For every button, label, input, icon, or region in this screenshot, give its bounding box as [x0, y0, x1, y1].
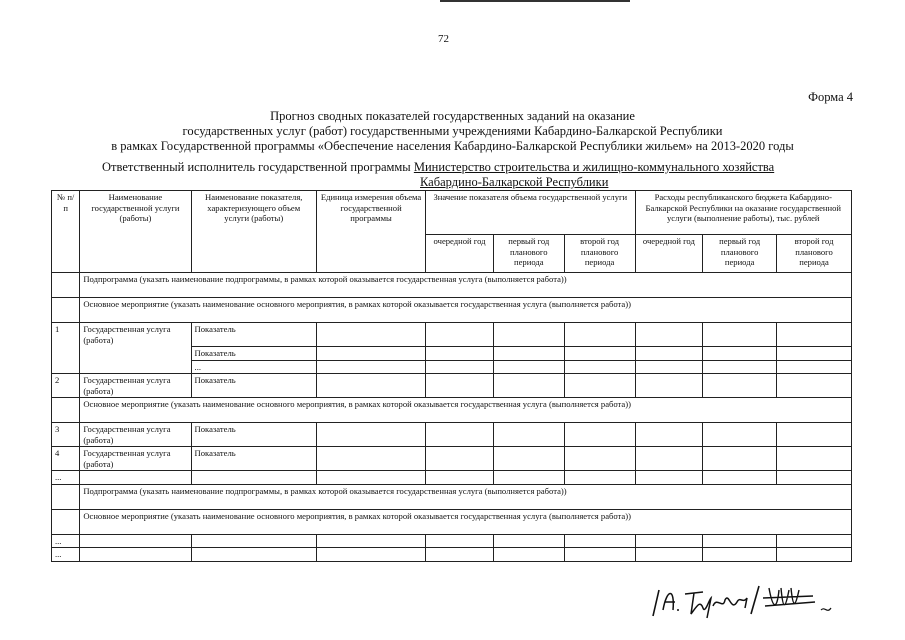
header-service-name: Наименование государственной услуги (работы): [80, 191, 191, 273]
table-row: [52, 548, 852, 562]
header-volume-first: первый год планового периода: [493, 235, 564, 273]
table-row: [52, 447, 852, 471]
table-row: [52, 471, 852, 485]
responsible-executor: [102, 160, 774, 174]
header-unit: Единица измерения объема государственной программы: [316, 191, 425, 273]
service-cell: Государственная услуга (работа): [80, 423, 191, 447]
title-line-2: государственных услуг (работ) государственными учреждениями Кабардино-Балкарской Республики: [182, 124, 723, 138]
main-activity-row: Основное мероприятие (указать наименование основного мероприятия, в рамках которой оказывается государственная услуга (выполняется работа)): [80, 398, 852, 423]
indicator-cell: Показатель: [191, 423, 316, 447]
subprogram-row: Подпрограмма (указать наименование подпрограммы, в рамках которой оказывается государственная услуга (выполняется работа)): [80, 273, 852, 298]
table-row: [52, 509, 852, 534]
ellipsis-cell: ...: [52, 471, 80, 485]
header-indicator-name: Наименование показателя, характеризующего объем услуги (работы): [191, 191, 316, 273]
row-number: 2: [52, 374, 80, 398]
main-activity-row: Основное мероприятие (указать наименование основного мероприятия, в рамках которой оказывается государственная услуга (выполняется работа)): [80, 298, 852, 323]
top-edge-marks: [440, 0, 630, 5]
subprogram-row: Подпрограмма (указать наименование подпрограммы, в рамках которой оказывается государственная услуга (выполняется работа)): [80, 484, 852, 509]
table-row: [52, 298, 852, 323]
ellipsis-cell: ...: [191, 360, 316, 374]
responsible-label: Ответственный исполнитель государственной программы: [102, 160, 414, 174]
table-row: [52, 484, 852, 509]
forecast-table: [51, 190, 852, 562]
table-row: [52, 323, 852, 347]
handwritten-signature: [645, 580, 835, 620]
table-row: [52, 534, 852, 548]
header-expense-second: второй год планового периода: [777, 235, 852, 273]
indicator-cell: Показатель: [191, 447, 316, 471]
page-number: 72: [438, 33, 449, 45]
table-row: [52, 273, 852, 298]
responsible-value-2: Кабардино-Балкарской Республики: [420, 175, 609, 189]
service-cell: Государственная услуга (работа): [80, 323, 191, 374]
main-activity-row: Основное мероприятие (указать наименование основного мероприятия, в рамках которой оказывается государственная услуга (выполняется работа)): [80, 509, 852, 534]
header-volume-current: очередной год: [426, 235, 494, 273]
service-cell: Государственная услуга (работа): [80, 374, 191, 398]
indicator-cell: Показатель: [191, 323, 316, 347]
title-line-3: в рамках Государственной программы «Обеспечение населения Кабардино-Балкарской Республики жильем» на 2013-2020 годы: [111, 139, 794, 153]
header-expense-first: первый год планового периода: [703, 235, 777, 273]
ellipsis-cell: ...: [52, 548, 80, 562]
ellipsis-cell: ...: [52, 534, 80, 548]
header-volume-group: Значение показателя объема государственной услуги: [426, 191, 635, 235]
row-number: 3: [52, 423, 80, 447]
header-expense-group: Расходы республиканского бюджета Кабардино-Балкарской Республики на оказание государственной услуги (выполнение работы), тыс. рублей: [635, 191, 852, 235]
indicator-cell: Показатель: [191, 374, 316, 398]
header-volume-second: второй год планового периода: [564, 235, 635, 273]
title-line-1: Прогноз сводных показателей государственных заданий на оказание: [270, 109, 635, 123]
table-row: [52, 398, 852, 423]
form-label: Форма 4: [808, 90, 853, 104]
row-number: 4: [52, 447, 80, 471]
table-row: [52, 374, 852, 398]
row-number: 1: [52, 323, 80, 374]
table-row: [52, 423, 852, 447]
header-expense-current: очередной год: [635, 235, 703, 273]
header-num: № п/п: [52, 191, 80, 273]
responsible-value-1: Министерство строительства и жилищно-коммунального хозяйства: [413, 160, 775, 174]
indicator-cell: Показатель: [191, 347, 316, 361]
service-cell: Государственная услуга (работа): [80, 447, 191, 471]
